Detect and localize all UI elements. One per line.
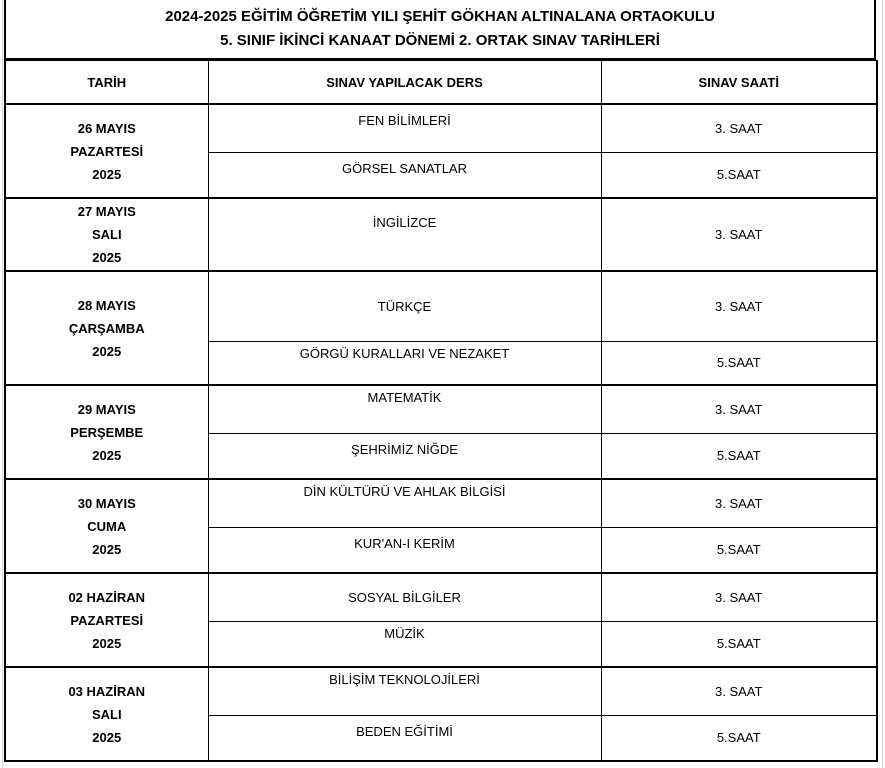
date-cell: 29 MAYIS PERŞEMBE 2025 — [5, 385, 208, 479]
header-lesson: SINAV YAPILACAK DERS — [208, 61, 601, 105]
table-row — [5, 667, 877, 715]
date-cell: 27 MAYIS SALI 2025 — [5, 198, 208, 271]
time-cell: 3. SAAT — [601, 479, 877, 527]
table-row — [5, 104, 877, 152]
table-row — [5, 385, 877, 433]
date-cell: 02 HAZİRAN PAZARTESİ 2025 — [5, 573, 208, 667]
lesson-cell: GÖRGÜ KURALLARI VE NEZAKET — [208, 341, 601, 385]
title-line-1: 2024-2025 EĞİTİM ÖĞRETİM YILI ŞEHİT GÖKHAN ALTINALANA ORTAOKULU — [165, 8, 715, 25]
lesson-cell: TÜRKÇE — [208, 271, 601, 341]
lesson-cell: MÜZİK — [208, 621, 601, 667]
time-cell: 5.SAAT — [601, 341, 877, 385]
date-cell: 03 HAZİRAN SALI 2025 — [5, 667, 208, 761]
lesson-cell: DİN KÜLTÜRÜ VE AHLAK BİLGİSİ — [208, 479, 601, 527]
date-cell: 30 MAYIS CUMA 2025 — [5, 479, 208, 573]
lesson-cell: GÖRSEL SANATLAR — [208, 152, 601, 198]
time-cell: 3. SAAT — [601, 271, 877, 341]
schedule-title — [4, 0, 876, 60]
time-cell: 5.SAAT — [601, 152, 877, 198]
time-cell: 3. SAAT — [601, 385, 877, 433]
header-row — [5, 61, 877, 105]
time-cell: 5.SAAT — [601, 715, 877, 761]
time-cell: 3. SAAT — [601, 104, 877, 152]
date-cell: 26 MAYIS PAZARTESİ 2025 — [5, 104, 208, 198]
table-row — [5, 479, 877, 527]
header-time: SINAV SAATİ — [601, 61, 877, 105]
time-cell: 3. SAAT — [601, 573, 877, 621]
exam-table — [4, 60, 878, 762]
lesson-cell: ŞEHRİMİZ NİĞDE — [208, 433, 601, 479]
table-row — [5, 198, 877, 271]
lesson-cell: BEDEN EĞİTİMİ — [208, 715, 601, 761]
header-date: TARİH — [5, 61, 208, 105]
table-row — [5, 573, 877, 621]
time-cell: 3. SAAT — [601, 198, 877, 271]
lesson-cell: FEN BİLİMLERİ — [208, 104, 601, 152]
time-cell: 5.SAAT — [601, 621, 877, 667]
lesson-cell: MATEMATİK — [208, 385, 601, 433]
time-cell: 3. SAAT — [601, 667, 877, 715]
lesson-cell: SOSYAL BİLGİLER — [208, 573, 601, 621]
time-cell: 5.SAAT — [601, 433, 877, 479]
title-line-2: 5. SINIF İKİNCİ KANAAT DÖNEMİ 2. ORTAK SINAV TARİHLERİ — [220, 32, 660, 49]
lesson-cell: KUR'AN-I KERİM — [208, 527, 601, 573]
lesson-cell: İNGİLİZCE — [208, 198, 601, 271]
date-cell: 28 MAYIS ÇARŞAMBA 2025 — [5, 271, 208, 385]
lesson-cell: BİLİŞİM TEKNOLOJİLERİ — [208, 667, 601, 715]
table-row — [5, 271, 877, 341]
time-cell: 5.SAAT — [601, 527, 877, 573]
exam-schedule-sheet — [4, 0, 876, 762]
